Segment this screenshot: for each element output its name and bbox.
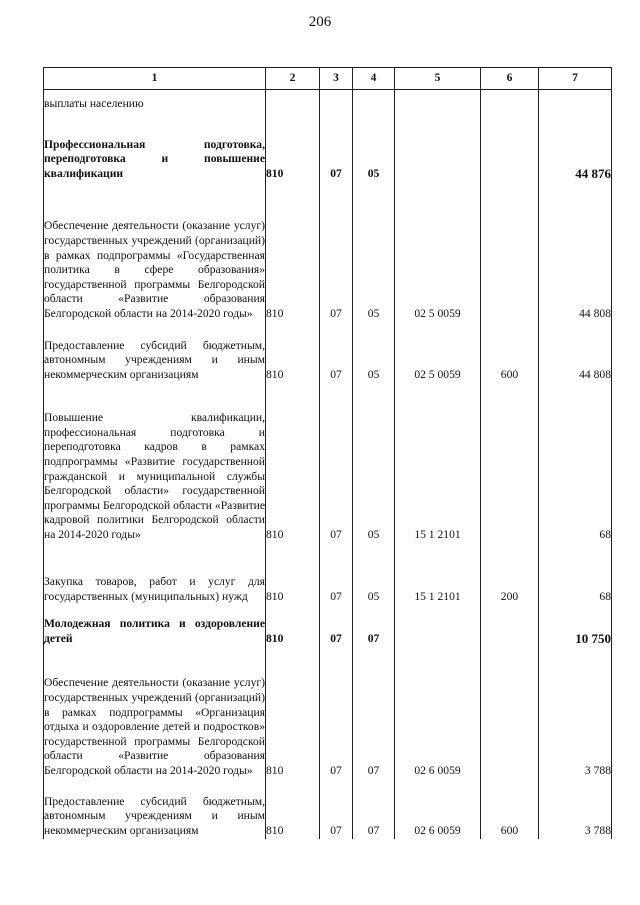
- column-header-4: 4: [353, 68, 395, 90]
- row-c7-cell: 44 808: [539, 190, 612, 322]
- table-row: [44, 391, 612, 543]
- row-c3-cell: 07: [320, 190, 353, 322]
- row-name: выплаты населению: [44, 90, 266, 112]
- budget-table: [43, 67, 612, 839]
- row-name: Предоставление субсидий бюджетным, автономным учреждениям и иным некоммерческим организациям: [44, 787, 266, 839]
- table-row: [44, 655, 612, 779]
- row-c5-cell: [395, 90, 481, 112]
- table-row: [44, 787, 612, 839]
- row-c6-cell: [481, 655, 539, 779]
- row-c7-cell: 44 808: [539, 330, 612, 383]
- row-c5-cell: 02 5 0059: [395, 330, 481, 383]
- table-row: [44, 120, 612, 182]
- row-c5-cell: [395, 613, 481, 647]
- column-header-3: 3: [320, 68, 353, 90]
- row-c4-cell: 07: [353, 613, 395, 647]
- row-c5-cell: 02 6 0059: [395, 787, 481, 839]
- row-c5-cell: 02 6 0059: [395, 655, 481, 779]
- row-c2-cell: 810: [266, 551, 320, 605]
- row-c2-cell: 810: [266, 655, 320, 779]
- table-row: [44, 613, 612, 647]
- row-name: Предоставление субсидий бюджетным, автономным учреждениям и иным некоммерческим организациям: [44, 330, 266, 383]
- row-c3-cell: 07: [320, 330, 353, 383]
- row-name: Профессиональная подготовка, переподготовка и повышение квалификации: [44, 120, 266, 182]
- row-name: Молодежная политика и оздоровление детей: [44, 613, 266, 647]
- row-c4-cell: [353, 90, 395, 112]
- row-c5-cell: 15 1 2101: [395, 391, 481, 543]
- row-c7-cell: 44 876: [539, 120, 612, 182]
- row-c4-cell: 05: [353, 120, 395, 182]
- row-c5-cell: [395, 120, 481, 182]
- row-c3-cell: 07: [320, 613, 353, 647]
- row-c2-cell: 810: [266, 613, 320, 647]
- table-row: [44, 90, 612, 112]
- row-c3-cell: 07: [320, 655, 353, 779]
- row-c2-cell: 810: [266, 330, 320, 383]
- row-c2-cell: 810: [266, 190, 320, 322]
- row-c2-cell: [266, 90, 320, 112]
- row-c3-cell: 07: [320, 787, 353, 839]
- row-name: Обеспечение деятельности (оказание услуг) государственных учреждений (организаций) в рамках подпрограммы «Государственная политика в сфере образования» государственной программы Белгородской области «Развитие образования Белгородской области на 2014-2020 годы»: [44, 190, 266, 322]
- row-name: Обеспечение деятельности (оказание услуг) государственных учреждений (организаций) в рамках подпрограммы «Организация отдыха и оздоровление детей и подростков» государственной программы Белгородской области «Развитие образования Белгородской области на 2014-2020 годы»: [44, 655, 266, 779]
- row-c6-cell: [481, 391, 539, 543]
- page-number: 206: [308, 14, 332, 30]
- row-c6-cell: [481, 613, 539, 647]
- row-c6-cell: [481, 190, 539, 322]
- row-c3-cell: [320, 90, 353, 112]
- row-c6-cell: [481, 90, 539, 112]
- row-c7-cell: 68: [539, 391, 612, 543]
- row-c2-cell: 810: [266, 391, 320, 543]
- row-c7-cell: 3 788: [539, 787, 612, 839]
- row-name: Повышение квалификации, профессиональная подготовка и переподготовка кадров в рамках подпрограммы «Развитие государственной гражданской и муниципальной службы Белгородской области» государственной программы Белгородской области «Развитие кадровой политики Белгородской области на 2014-2020 годы»: [44, 391, 266, 543]
- column-header-6: 6: [481, 68, 539, 90]
- row-c4-cell: 05: [353, 190, 395, 322]
- row-c7-cell: 3 788: [539, 655, 612, 779]
- row-c5-cell: 02 5 0059: [395, 190, 481, 322]
- row-c3-cell: 07: [320, 120, 353, 182]
- row-c3-cell: 07: [320, 551, 353, 605]
- row-c4-cell: 05: [353, 391, 395, 543]
- row-c7-cell: [539, 90, 612, 112]
- table-body: [44, 90, 612, 839]
- row-c6-cell: 600: [481, 330, 539, 383]
- table-row: [44, 330, 612, 383]
- row-c4-cell: 07: [353, 787, 395, 839]
- table-header-row: [44, 68, 612, 90]
- row-c2-cell: 810: [266, 120, 320, 182]
- row-c6-cell: 600: [481, 787, 539, 839]
- row-c5-cell: 15 1 2101: [395, 551, 481, 605]
- row-c2-cell: 810: [266, 787, 320, 839]
- column-header-1: 1: [44, 68, 266, 90]
- row-c4-cell: 05: [353, 330, 395, 383]
- row-c6-cell: 200: [481, 551, 539, 605]
- table-row: [44, 190, 612, 322]
- column-header-5: 5: [395, 68, 481, 90]
- row-c4-cell: 05: [353, 551, 395, 605]
- row-c7-cell: 68: [539, 551, 612, 605]
- row-c6-cell: [481, 120, 539, 182]
- column-header-2: 2: [266, 68, 320, 90]
- row-c7-cell: 10 750: [539, 613, 612, 647]
- row-name: Закупка товаров, работ и услуг для государственных (муниципальных) нужд: [44, 551, 266, 605]
- table-row: [44, 551, 612, 605]
- row-c4-cell: 07: [353, 655, 395, 779]
- row-c3-cell: 07: [320, 391, 353, 543]
- column-header-7: 7: [539, 68, 612, 90]
